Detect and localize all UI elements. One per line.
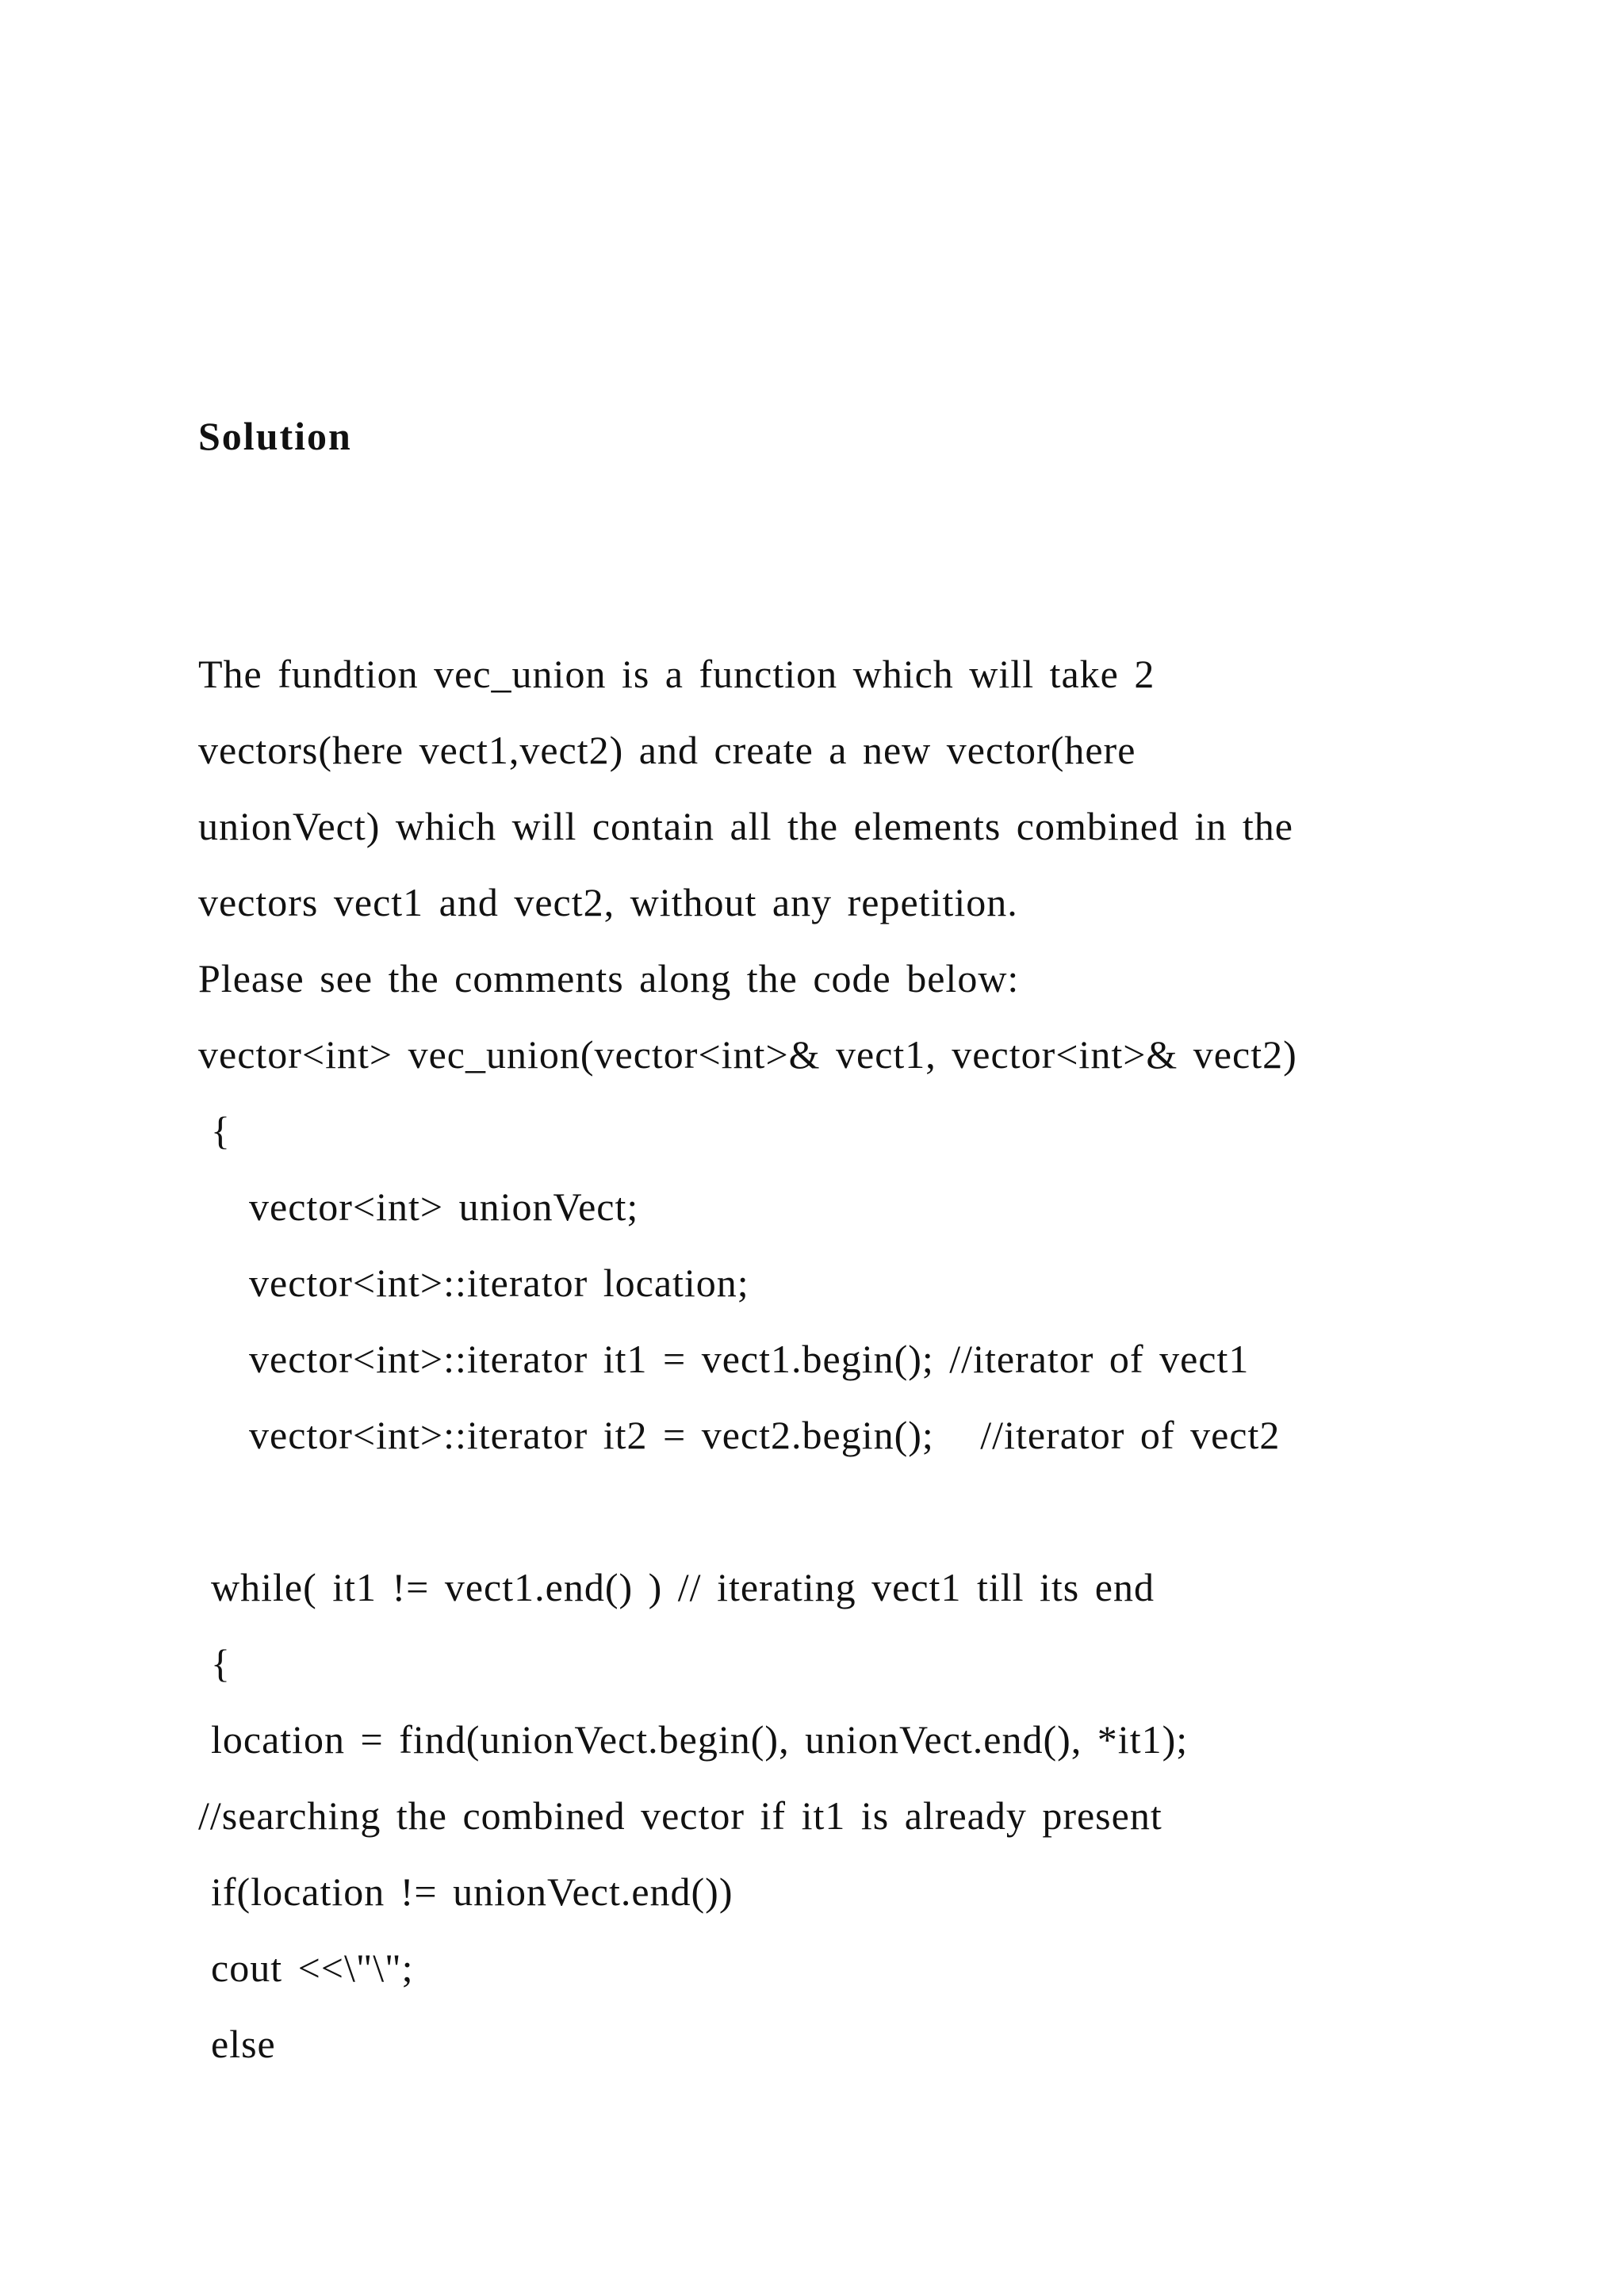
code-line-comment: //searching the combined vector if it1 is already present <box>198 1793 1162 1838</box>
paragraph-line: Please see the comments along the code below: <box>198 956 1020 1001</box>
solution-heading: Solution <box>198 414 352 458</box>
code-line-signature: vector<int> vec_union(vector<int>& vect1, vector<int>& vect2) <box>198 1032 1297 1077</box>
code-line-else: else <box>211 2022 276 2066</box>
code-line-declaration: vector<int>::iterator it1 = vect1.begin(); //iterator of vect1 <box>249 1337 1250 1381</box>
paragraph-line: vectors vect1 and vect2, without any repetition. <box>198 880 1018 924</box>
paragraph-line: vectors(here vect1,vect2) and create a new vector(here <box>198 728 1136 772</box>
paragraph-line: unionVect) which will contain all the elements combined in the <box>198 804 1293 848</box>
code-line-while: while( it1 != vect1.end() ) // iterating vect1 till its end <box>211 1565 1155 1609</box>
code-line-cout: cout <<\"\"; <box>211 1946 414 1990</box>
code-line-find: location = find(unionVect.begin(), unionVect.end(), *it1); <box>211 1717 1189 1762</box>
code-line-open-brace: { <box>211 1108 231 1153</box>
code-line-declaration: vector<int>::iterator location; <box>249 1261 749 1305</box>
code-line-declaration: vector<int> unionVect; <box>249 1184 639 1229</box>
code-line-declaration: vector<int>::iterator it2 = vect2.begin(); //iterator of vect2 <box>249 1413 1281 1457</box>
code-line-if: if(location != unionVect.end()) <box>211 1869 733 1914</box>
code-line-open-brace: { <box>211 1641 231 1686</box>
paragraph-line: The fundtion vec_union is a function which will take 2 <box>198 652 1155 696</box>
